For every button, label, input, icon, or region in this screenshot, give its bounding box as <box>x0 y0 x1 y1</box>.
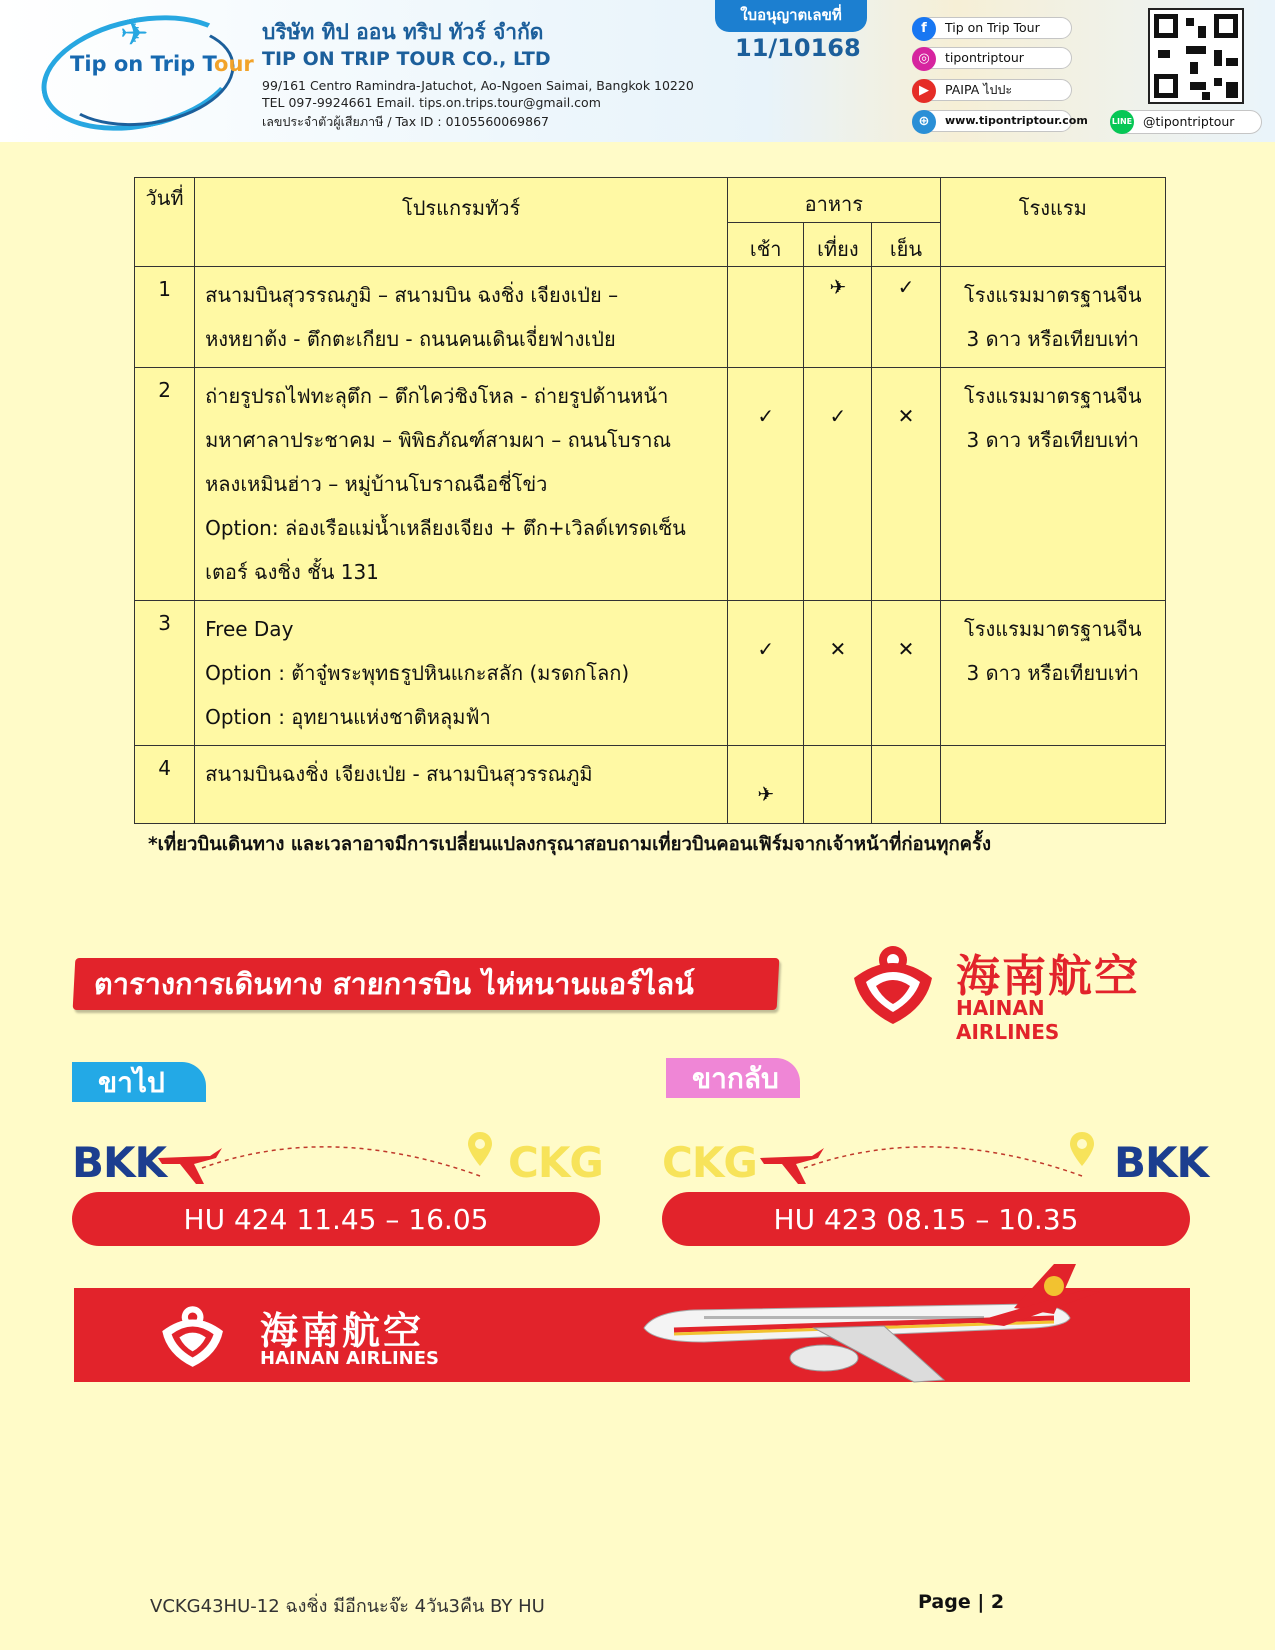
airplane-icon <box>760 1148 824 1184</box>
program-line: เตอร์ ฉงชิ่ง ชั้น 131 <box>205 560 379 584</box>
location-pin-icon <box>1070 1132 1094 1166</box>
program-line: Option : อุทยานแห่งชาติหลุมฟ้า <box>205 705 491 729</box>
day-number: 2 <box>135 368 195 601</box>
line-link[interactable]: LINE @tipontriptour <box>1110 110 1262 134</box>
hotel-line: 3 ดาว หรือเทียบเท่า <box>966 428 1140 452</box>
company-tax-id: เลขประจำตัวผู้เสียภาษี / Tax ID : 0105560069867 <box>262 114 549 129</box>
company-contact: TEL 097-9924661 Email. tips.on.trips.tour@gmail.com <box>262 95 601 110</box>
outbound-origin: BKK <box>72 1138 167 1187</box>
hainan-emblem-icon <box>156 1300 230 1370</box>
banner-airline-chinese: 海南航空 <box>260 1309 425 1353</box>
hotel-cell <box>940 368 1165 601</box>
hotel-cell <box>940 601 1165 746</box>
hotel-line: 3 ดาว หรือเทียบเท่า <box>966 327 1140 351</box>
program-cell <box>195 368 728 601</box>
program-line: Option: ล่องเรือแม่น้ำเหลียงเจียง + ตึก+เวิลด์เทรดเซ็น <box>205 516 686 540</box>
return-origin: CKG <box>662 1138 757 1187</box>
license-number: 11/10168 <box>735 34 861 62</box>
tour-program-table <box>134 177 1166 824</box>
program-cell <box>195 601 728 746</box>
breakfast-cell: ✈ <box>728 746 804 824</box>
table-row <box>135 746 1166 824</box>
day-number: 1 <box>135 267 195 368</box>
company-address: 99/161 Centro Ramindra-Jatuchot, Ao-Ngoen Saimai, Bangkok 10220 <box>262 78 694 93</box>
table-row <box>135 601 1166 746</box>
program-line: ถ่ายรูปรถไฟทะลุตึก – ตึกไคว่ชิงโหล - ถ่ายรูปด้านหน้า <box>205 384 669 408</box>
program-line: Free Day <box>205 617 294 641</box>
header-program: โปรแกรมทัวร์ <box>195 178 728 267</box>
airline-banner <box>74 1288 1190 1382</box>
flight-schedule-banner: ตารางการเดินทาง สายการบิน ไห่หนานแอร์ไลน์ <box>73 958 780 1010</box>
youtube-link[interactable]: ▶ PAIPA ไปปะ <box>912 79 1072 101</box>
header-dinner: เย็น <box>872 223 940 267</box>
hotel-line: โรงแรมมาตรฐานจีน <box>963 617 1142 641</box>
outbound-destination: CKG <box>508 1138 603 1187</box>
tour-code-footer: VCKG43HU-12 ฉงชิ่ง มีอีกนะจ๊ะ 4วัน3คืน BY HU <box>150 1596 545 1617</box>
globe-icon: ⊕ <box>912 110 936 134</box>
hotel-line: 3 ดาว หรือเทียบเท่า <box>966 661 1140 685</box>
airplane-image <box>614 1262 1114 1392</box>
hotel-line: โรงแรมมาตรฐานจีน <box>963 384 1142 408</box>
lunch-cell: ✈ <box>804 267 872 368</box>
program-line: สนามบินสุวรรณภูมิ – สนามบิน ฉงชิ่ง เจียงเป่ย – <box>205 283 619 307</box>
program-line: หงหยาต้ง - ตึกตะเกียบ - ถนนคนเดินเจี่ยฟางเป่ย <box>205 327 616 351</box>
company-name-thai: บริษัท ทิป ออน ทริป ทัวร์ จำกัด <box>262 20 544 44</box>
dinner-cell <box>872 746 940 824</box>
header-breakfast: เช้า <box>728 223 804 267</box>
breakfast-cell: ✓ <box>728 601 804 746</box>
facebook-link[interactable]: f Tip on Trip Tour <box>912 17 1072 39</box>
dinner-cell: ✓ <box>872 267 940 368</box>
table-row <box>135 267 1166 368</box>
instagram-link[interactable]: ◎ tipontriptour <box>912 47 1072 69</box>
header-day: วันที่ <box>135 178 195 267</box>
hotel-cell <box>940 267 1165 368</box>
line-icon: LINE <box>1110 110 1134 134</box>
program-cell <box>195 746 728 824</box>
page-number: Page | 2 <box>918 1591 1005 1613</box>
breakfast-cell: ✓ <box>728 368 804 601</box>
return-tag: ขากลับ <box>666 1058 800 1098</box>
plane-logo-icon: ✈ <box>120 14 149 54</box>
banner-airline-english: HAINAN AIRLINES <box>260 1348 439 1369</box>
hotel-cell <box>940 746 1165 824</box>
flight-change-note: *เที่ยวบินเดินทาง และเวลาอาจมีการเปลี่ยนแปลงกรุณาสอบถามเที่ยวบินคอนเฟิร์มจากเจ้าหน้าที่ก่อนทุกครั้ง <box>148 834 992 855</box>
company-header <box>0 0 1275 142</box>
location-pin-icon <box>468 1132 492 1166</box>
day-number: 4 <box>135 746 195 824</box>
return-route-graphic <box>752 1128 1102 1198</box>
dinner-cell: ✕ <box>872 601 940 746</box>
hainan-emblem-icon <box>846 938 941 1028</box>
program-line: มหาศาลาประชาคม – พิพิธภัณฑ์สามผา – ถนนโบราณ <box>205 428 671 452</box>
license-label: ใบอนุญาตเลขที่ <box>715 0 867 32</box>
lunch-cell: ✓ <box>804 368 872 601</box>
program-line: หลงเหมินฮ่าว – หมู่บ้านโบราณฉือชี่โข่ว <box>205 472 548 496</box>
qr-code <box>1148 8 1244 104</box>
dinner-cell: ✕ <box>872 368 940 601</box>
lunch-cell: ✕ <box>804 601 872 746</box>
outbound-tag: ขาไป <box>72 1062 206 1102</box>
return-flight-bar: HU 423 08.15 – 10.35 <box>662 1192 1190 1246</box>
instagram-icon: ◎ <box>912 47 936 71</box>
program-line: สนามบินฉงชิ่ง เจียงเป่ย - สนามบินสุวรรณภูมิ <box>205 762 593 786</box>
table-row <box>135 368 1166 601</box>
header-lunch: เที่ยง <box>804 223 872 267</box>
lunch-cell <box>804 746 872 824</box>
outbound-flight-bar: HU 424 11.45 – 16.05 <box>72 1192 600 1246</box>
program-cell <box>195 267 728 368</box>
company-name-english: TIP ON TRIP TOUR CO., LTD <box>262 48 551 70</box>
program-line: Option : ต้าจู๋พระพุทธรูปหินแกะสลัก (มรดกโลก) <box>205 661 630 685</box>
outbound-route-graphic <box>150 1128 500 1198</box>
day-number: 3 <box>135 601 195 746</box>
company-logo: Tip on Trip Tour <box>70 52 254 76</box>
airline-name-chinese: 海南航空 <box>956 951 1140 1002</box>
return-destination: BKK <box>1114 1138 1209 1187</box>
airplane-icon <box>158 1148 222 1184</box>
breakfast-cell <box>728 267 804 368</box>
facebook-icon: f <box>912 17 936 41</box>
hotel-line: โรงแรมมาตรฐานจีน <box>963 283 1142 307</box>
hainan-airlines-logo <box>846 938 1152 1044</box>
youtube-icon: ▶ <box>912 79 936 103</box>
header-meals: อาหาร <box>728 178 940 223</box>
website-link[interactable]: ⊕ www.tipontriptour.com <box>912 110 1072 132</box>
header-hotel: โรงแรม <box>940 178 1165 267</box>
airline-name-english: HAINAN AIRLINES <box>956 996 1060 1044</box>
